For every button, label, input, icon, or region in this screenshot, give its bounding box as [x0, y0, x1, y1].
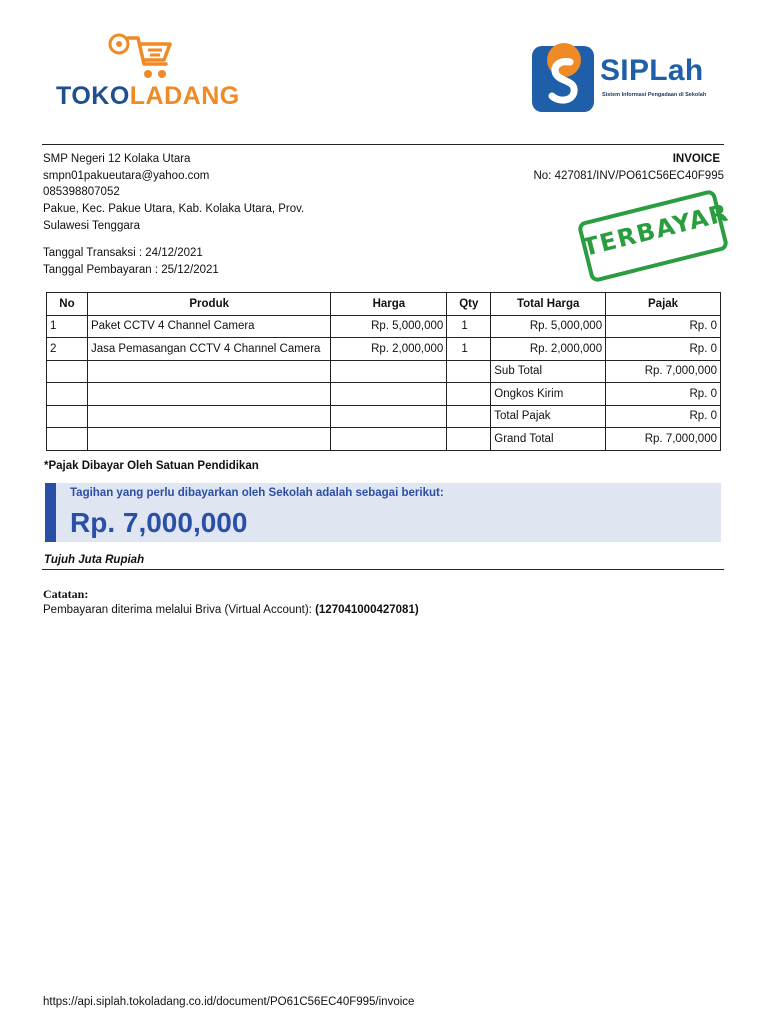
- siplah-tagline: Sistem Informasi Pengadaan di Sekolah: [602, 92, 707, 98]
- buyer-phone: 085398807052: [43, 186, 120, 198]
- buyer-email: smpn01pakueutara@yahoo.com: [43, 169, 210, 182]
- summary-label: Total Pajak: [491, 405, 606, 428]
- notes-text-line: [43, 604, 419, 616]
- buyer-address-line1: Pakue, Kec. Pakue Utara, Kab. Kolaka Utara, Prov.: [43, 203, 305, 215]
- column-header-total: Total Harga: [491, 293, 606, 316]
- amount-due-box: [45, 483, 721, 542]
- amount-in-words: Tujuh Juta Rupiah: [44, 554, 145, 566]
- summary-row-total-tax: [47, 405, 721, 428]
- summary-label: Grand Total: [491, 428, 606, 451]
- amount-divider: [42, 569, 724, 570]
- table-header-row: [47, 293, 721, 316]
- header-divider: [42, 144, 724, 145]
- table-row: [47, 338, 721, 361]
- siplah-logo: [530, 40, 730, 120]
- footer-url: https://api.siplah.tokoladang.co.id/document/PO61C56EC40F995/invoice: [43, 996, 415, 1008]
- row-no: 1: [47, 315, 88, 338]
- summary-value: Rp. 7,000,000: [606, 428, 721, 451]
- column-header-product: Produk: [87, 293, 331, 316]
- row-tax: Rp. 0: [606, 338, 721, 361]
- summary-row-shipping: [47, 383, 721, 406]
- row-product: Jasa Pemasangan CCTV 4 Channel Camera: [87, 338, 331, 361]
- row-qty: 1: [447, 338, 491, 361]
- row-tax: Rp. 0: [606, 315, 721, 338]
- transaction-date: Tanggal Transaksi : 24/12/2021: [43, 247, 203, 259]
- invoice-items-table: [46, 292, 721, 451]
- summary-row-subtotal: [47, 360, 721, 383]
- row-no: 2: [47, 338, 88, 361]
- summary-value: Rp. 7,000,000: [606, 360, 721, 383]
- column-header-price: Harga: [331, 293, 447, 316]
- amount-due-accent-bar: [45, 483, 56, 542]
- siplah-wordmark: SIPLah: [600, 54, 704, 87]
- column-header-qty: Qty: [447, 293, 491, 316]
- summary-row-grand-total: [47, 428, 721, 451]
- paid-stamp: [577, 189, 730, 284]
- row-product: Paket CCTV 4 Channel Camera: [87, 315, 331, 338]
- row-qty: 1: [447, 315, 491, 338]
- invoice-title: INVOICE: [672, 153, 720, 165]
- virtual-account-number: (127041000427081): [315, 604, 419, 616]
- tokoladang-logo: [56, 30, 240, 114]
- row-total: Rp. 2,000,000: [491, 338, 606, 361]
- column-header-no: No: [47, 293, 88, 316]
- notes-title: Catatan:: [43, 587, 89, 601]
- row-total: Rp. 5,000,000: [491, 315, 606, 338]
- summary-value: Rp. 0: [606, 383, 721, 406]
- payment-date: Tanggal Pembayaran : 25/12/2021: [43, 263, 219, 276]
- buyer-address-line2: Sulawesi Tenggara: [43, 220, 140, 232]
- shopping-cart-icon: [108, 30, 174, 82]
- summary-value: Rp. 0: [606, 405, 721, 428]
- row-price: Rp. 5,000,000: [331, 315, 447, 338]
- tax-note: *Pajak Dibayar Oleh Satuan Pendidikan: [44, 460, 259, 472]
- siplah-mark-icon: [530, 40, 598, 116]
- amount-due-value: Rp. 7,000,000: [70, 507, 248, 538]
- stamp-text: TERBAYAR: [579, 198, 732, 262]
- summary-label: Sub Total: [491, 360, 606, 383]
- column-header-tax: Pajak: [606, 293, 721, 316]
- amount-due-label: Tagihan yang perlu dibayarkan oleh Sekolah adalah sebagai berikut:: [70, 487, 444, 499]
- tokoladang-wordmark: TOKOLADANG: [56, 82, 240, 110]
- buyer-name: SMP Negeri 12 Kolaka Utara: [43, 153, 191, 165]
- invoice-number: No: 427081/INV/PO61C56EC40F995: [533, 170, 724, 182]
- row-price: Rp. 2,000,000: [331, 338, 447, 361]
- notes-text: Pembayaran diterima melalui Briva (Virtual Account):: [43, 604, 316, 616]
- table-row: [47, 315, 721, 338]
- summary-label: Ongkos Kirim: [491, 383, 606, 406]
